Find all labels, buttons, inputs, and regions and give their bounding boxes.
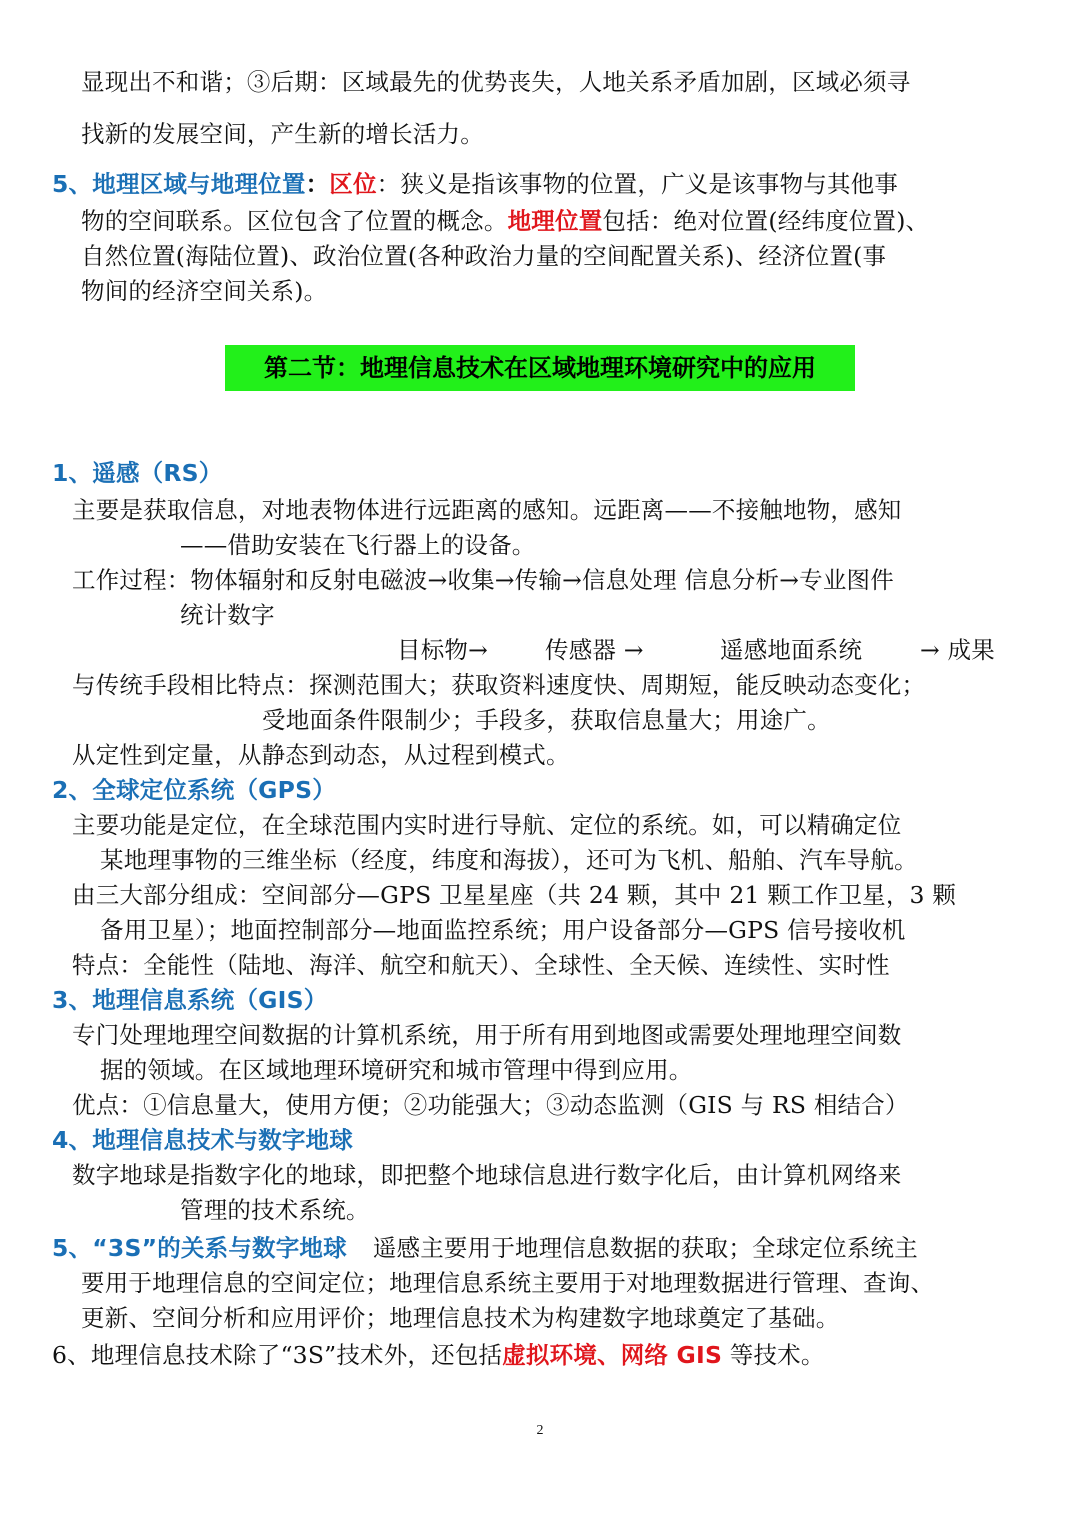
rs-flow-3: 遥感地面系统 [720, 636, 863, 664]
page-number: 2 [536, 1423, 544, 1438]
3s-heading: 5、“3S”的关系与数字地球 [52, 1234, 347, 1262]
heading-colon: ： [305, 170, 330, 198]
gis-line-1: 专门处理地理空间数据的计算机系统，用于所有用到地图或需要处理地理空间数 [72, 1021, 902, 1049]
location-heading: 5、地理区域与地理位置 [52, 170, 306, 198]
location-paragraph-line-1 [52, 168, 898, 200]
rs-flow-1: 目标物→ [397, 636, 488, 664]
gis-line-2: 据的领域。在区域地理环境研究和城市管理中得到应用。 [100, 1056, 693, 1084]
3s-line-1 [52, 1232, 918, 1264]
gis-heading: 3、地理信息系统（GIS） [52, 986, 328, 1014]
digital-earth-heading: 4、地理信息技术与数字地球 [52, 1126, 353, 1154]
gps-line-1: 主要功能是定位，在全球范围内实时进行导航、定位的系统。如，可以精确定位 [72, 811, 902, 839]
location-text-2a: 物的空间联系。区位包含了位置的概念。 [81, 207, 508, 235]
rs-line-8: 从定性到定量，从静态到动态，从过程到模式。 [72, 741, 570, 769]
gps-line-5: 特点：全能性（陆地、海洋、航空和航天）、全球性、全天候、连续性、实时性 [72, 951, 890, 979]
rs-line-4: 统计数字 [180, 601, 275, 629]
3s-line-3: 更新、空间分析和应用评价；地理信息技术为构建数字地球奠定了基础。 [81, 1304, 840, 1332]
location-paragraph-line-4: 物间的经济空间关系)。 [81, 277, 328, 305]
gps-line-2: 某地理事物的三维坐标（经度，纬度和海拔），还可为飞机、船舶、汽车导航。 [100, 846, 918, 874]
gps-line-4: 备用卫星）；地面控制部分—地面监控系统；用户设备部分—GPS 信号接收机 [100, 916, 906, 944]
3s-text-1: 遥感主要用于地理信息数据的获取；全球定位系统主 [372, 1234, 918, 1262]
3s-line-2: 要用于地理信息的空间定位；地理信息系统主要用于对地理数据进行管理、查询、 [81, 1269, 935, 1297]
rs-flow-2: 传感器 → [545, 636, 644, 664]
gps-heading: 2、全球定位系统（GPS） [52, 776, 336, 804]
intro-line-1: 显现出不和谐；③后期：区域最先的优势丧失，人地关系矛盾加剧，区域必须寻 [81, 68, 911, 96]
term-geo-location: 地理位置 [507, 207, 603, 235]
item6-line [52, 1339, 825, 1371]
item6-prefix: 6、地理信息技术除了“3S”技术外，还包括 [52, 1341, 503, 1369]
rs-line-1: 主要是获取信息，对地表物体进行远距离的感知。远距离——不接触地物，感知 [72, 496, 902, 524]
term-quwei: 区位 [329, 170, 377, 198]
digital-earth-line-1: 数字地球是指数字化的地球，即把整个地球信息进行数字化后，由计算机网络来 [72, 1161, 902, 1189]
location-text-2b: 包括：绝对位置(经纬度位置)、 [602, 207, 930, 235]
location-paragraph-line-2 [81, 205, 929, 237]
item6-highlight: 虚拟环境、网络 GIS [502, 1341, 723, 1369]
digital-earth-line-2: 管理的技术系统。 [180, 1196, 370, 1224]
gis-line-3: 优点：①信息量大，使用方便；②功能强大；③动态监测（GIS 与 RS 相结合） [72, 1091, 909, 1119]
rs-line-7: 受地面条件限制少；手段多，获取信息量大；用途广。 [262, 706, 831, 734]
section-title-banner: 第二节：地理信息技术在区域地理环境研究中的应用 [225, 345, 855, 391]
rs-line-2: ——借助安装在飞行器上的设备。 [180, 531, 536, 559]
rs-heading: 1、遥感（RS） [52, 459, 223, 487]
rs-flow-4: → 成果 [920, 636, 995, 664]
item6-suffix: 等技术。 [722, 1341, 825, 1369]
rs-line-3: 工作过程：物体辐射和反射电磁波→收集→传输→信息处理 信息分析→专业图件 [72, 566, 894, 594]
gps-line-3: 由三大部分组成：空间部分—GPS 卫星星座（共 24 颗，其中 21 颗工作卫星，3 颗 [72, 881, 957, 909]
rs-line-6: 与传统手段相比特点：探测范围大；获取资料速度快、周期短，能反映动态变化； [72, 671, 926, 699]
location-paragraph-line-3: 自然位置(海陆位置)、政治位置(各种政治力量的空间配置关系)、经济位置(事 [81, 242, 887, 270]
intro-line-2: 找新的发展空间，产生新的增长活力。 [81, 120, 484, 148]
location-text-1: ：狭义是指该事物的位置，广义是该事物与其他事 [376, 170, 899, 198]
